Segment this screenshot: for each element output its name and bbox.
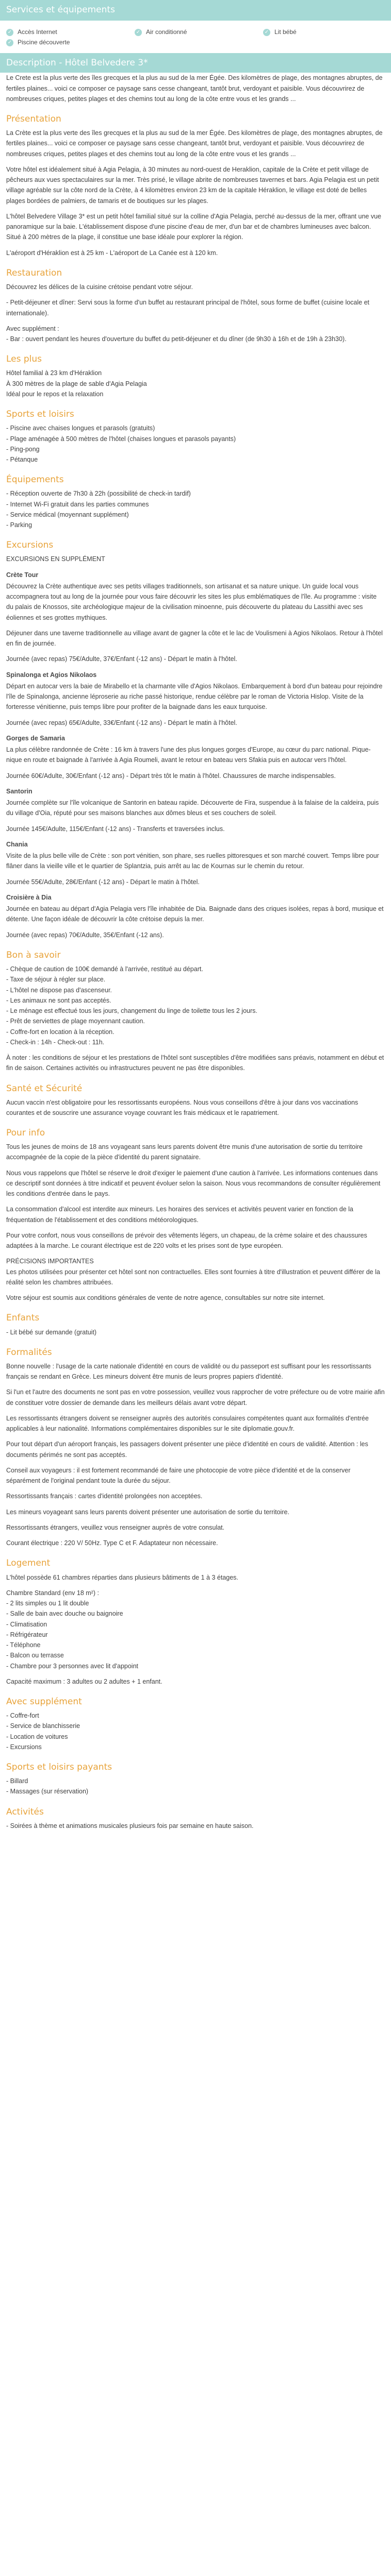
paragraph: Bonne nouvelle : l'usage de la carte nationale d'identité en cours de validité ou du passeport est suffisant pour les ressortissants français se rendant en Grèce. Les mineurs doivent être munis de leurs propres papiers d'identité. — [6, 1362, 371, 1381]
paragraph: Journée 145€/Adulte, 115€/Enfant (-12 ans) - Transferts et traversées inclus. — [6, 825, 225, 833]
services-banner: Services et équipements — [0, 0, 391, 21]
paragraph: Votre séjour est soumis aux conditions générales de vente de notre agence, consultables sur notre site internet. — [6, 1294, 325, 1302]
service-label: Accès Internet — [18, 28, 57, 36]
paragraph: Les mineurs voyageant sans leurs parents doivent présenter une autorisation de sortie du territoire. — [6, 1508, 289, 1516]
sub-title: Crète Tour — [6, 571, 39, 579]
paragraph: Avec supplément : - Bar : ouvert pendant les heures d'ouverture du buffet du petit-déjeuner et du dîner (de 9h30 à 16h et de 19h à 23h30). — [6, 325, 347, 343]
section-title: Avec supplément — [6, 1697, 82, 1707]
paragraph: Journée en bateau au départ d'Agia Pelagia vers l'île inhabitée de Dia. Baignade dans des criques isolées, repas à bord, musique et détente. Une façon idéale de découvrir la côte crétoise depuis la mer. — [6, 905, 384, 923]
service-label: Lit bébé — [274, 28, 297, 36]
paragraph: Chambre Standard (env 18 m²) : - 2 lits simples ou 1 lit double - Salle de bain avec douche ou baignoire - Climatisation - Réfrigérateur - Téléphone - Balcon ou terrasse - Chambre pour 3 personnes avec lit d'appoint — [6, 1589, 139, 1670]
check-icon: ✓ — [6, 29, 13, 36]
paragraph: Découvrez les délices de la cuisine crétoise pendant votre séjour. — [6, 283, 193, 291]
service-item — [6, 38, 127, 48]
section-title: Restauration — [6, 267, 62, 278]
paragraph: Ressortissants étrangers, veuillez vous renseigner auprès de votre consulat. — [6, 1523, 225, 1531]
paragraph: La consommation d'alcool est interdite aux mineurs. Les horaires des services et activités peuvent varier en fonction de la fréquentation de l'établissement et des conditions météorologiques. — [6, 1206, 353, 1224]
description-banner: Description - Hôtel Belvedere 3* — [0, 53, 391, 73]
paragraph: Si l'un et l'autre des documents ne sont pas en votre possession, veuillez vous rapprocher de votre préfecture ou de votre mairie afin de constituer votre dossier de demande dans les meilleurs délais avant votre départ. — [6, 1388, 385, 1406]
paragraph: - Soirées à thème et animations musicales plusieurs fois par semaine en haute saison. — [6, 1822, 254, 1829]
paragraph: La Crète est la plus verte des îles grecques et la plus au sud de la mer Égée. Des kilomètres de plage, des montagnes abruptes, de fertiles plaines... voici ce composer ce paysage sans cesse changeant, tantôt brut, verdoyant et paisible. Vous découvrirez de nombreuses criques, petites plages et des chemins tout au long de la côte entre vous et les grands ... — [6, 129, 383, 158]
paragraph: À noter : les conditions de séjour et les prestations de l'hôtel sont susceptibles d'être modifiées sans préavis, notamment en début et fin de saison. Certaines activités ou infrastructures peuvent ne pas être disponibles. — [6, 1054, 384, 1072]
paragraph: L'aéroport d'Héraklion est à 25 km - L'aéroport de La Canée est à 120 km. — [6, 249, 218, 257]
section-title: Sports et loisirs payants — [6, 1762, 112, 1773]
paragraph: - Petit-déjeuner et dîner: Servi sous la forme d'un buffet au restaurant principal de l'hôtel, sous forme de buffet (cuisine locale et internationale). — [6, 299, 370, 317]
paragraph: Pour votre confort, nous vous conseillons de prévoir des vêtements légers, un chapeau, de la crème solaire et des chaussures adaptées à la marche. Le courant électrique est de 220 volts et les prises sont de type européen. — [6, 1231, 367, 1250]
service-label: Piscine découverte — [18, 39, 70, 46]
sub-title: Croisière à Dia — [6, 893, 52, 901]
section-title: Sports et loisirs — [6, 409, 74, 420]
paragraph: Journée (avec repas) 70€/Adulte, 35€/Enfant (-12 ans). — [6, 931, 164, 939]
service-item — [263, 27, 384, 38]
paragraph: Journée (avec repas) 65€/Adulte, 33€/Enfant (-12 ans) - Départ le matin à l'hôtel. — [6, 719, 237, 726]
section-title: Enfants — [6, 1313, 40, 1324]
section-title: Formalités — [6, 1347, 52, 1358]
paragraph: Courant électrique : 220 V/ 50Hz. Type C et F. Adaptateur non nécessaire. — [6, 1539, 218, 1547]
section-title: Les plus — [6, 354, 42, 365]
paragraph: L'hôtel possède 61 chambres réparties dans plusieurs bâtiments de 1 à 3 étages. — [6, 1573, 238, 1581]
paragraph: Nous vous rappelons que l'hôtel se réserve le droit d'exiger le paiement d'une caution à l'arrivée. Les informations contenues dans ce descriptif sont données à titre indicatif et peuvent évoluer selon la saison. Nous vous recommandons de consulter régulièrement les conditions d'entrée dans le pays. — [6, 1169, 381, 1198]
paragraph: Journée complète sur l'île volcanique de Santorin en bateau rapide. Découverte de Fira, suspendue à la falaise de la caldeira, puis du village d'Oia, réputé pour ses maisons blanches aux dômes bleus et ses couchers de soleil. — [6, 799, 379, 817]
paragraph: Les ressortissants étrangers doivent se renseigner auprès des autorités consulaires compétentes quant aux formalités d'entrée applicables à leur nationalité. Informations complémentaires disponibles sur le site diplomatie.gouv.fr. — [6, 1414, 369, 1433]
service-item — [135, 27, 256, 38]
paragraph: Le Crete est la plus verte des îles grecques et la plus au sud de la mer Égée. Des kilomètres de plage, des montagnes abruptes, de fertiles plaines... voici ce composer ce paysage sans cesse changeant, tantôt brut, verdoyant et paisible. Vous découvrirez de nombreuses criques, petites plages et des chemins tout au long de la côte entre vous et les grands ... — [6, 74, 383, 103]
paragraph: Ressortissants français : cartes d'identité prolongées non acceptées. — [6, 1493, 203, 1500]
paragraph: Tous les jeunes de moins de 18 ans voyageant sans leurs parents doivent être munis d'une autorisation de sortie du territoire accompagnée de la copie de la pièce d'identité du parent signataire. — [6, 1143, 363, 1161]
services-grid — [0, 21, 391, 53]
check-icon: ✓ — [6, 39, 13, 46]
section-title: Excursions — [6, 540, 54, 551]
paragraph: Hôtel familial à 23 km d'Héraklion À 300 mètres de la plage de sable d'Agia Pelagia Idéal pour le repos et la relaxation — [6, 369, 147, 398]
paragraph: Votre hôtel est idéalement situé à Agia Pelagia, à 30 minutes au nord-ouest de Heraklion, capitale de la Crète et petit village de pêcheurs aux vues spectaculaires sur la mer. Très prisé, le village abrite de nombreuses tavernes et bars. Agia Pelagia est un petit village agréable sur la côte nord de la Crète, à 4 kilomètres environ 23 km de la capitale Héraklion, le village est doté de belles plages bordées de palmiers, de tamaris et de boutiques sur les plages. — [6, 165, 379, 205]
paragraph: Découvrez la Crète authentique avec ses petits villages traditionnels, son artisanat et sa nature unique. Un guide local vous accompagnera tout au long de la journée pour vous faire découvrir les sites les plus emblématiques de l'île. Au programme : visite du palais de Knossos, site archéologique majeur de la civilisation minoenne, puis découverte du plateau du Lassithi avec ses éoliennes et ses grottes mythiques. — [6, 582, 377, 621]
paragraph: La plus célèbre randonnée de Crète : 16 km à travers l'une des plus longues gorges d'Europe, au cœur du parc national. Pique-nique en route et baignade à l'arrivée à Agia Roumeli, avant le retour en bateau vers Sfakia puis en autocar vers l'hôtel. — [6, 746, 371, 764]
section-title: Équipements — [6, 474, 64, 485]
section-title: Santé et Sécurité — [6, 1083, 83, 1094]
paragraph: Journée (avec repas) 75€/Adulte, 37€/Enfant (-12 ans) - Départ le matin à l'hôtel. — [6, 655, 237, 663]
paragraph: L'hôtel Belvedere Village 3* est un petit hôtel familial situé sur la colline d'Agia Pelagia, perché au-dessus de la mer, offrant une vue panoramique sur la baie. L'établissement dispose d'une piscine d'eau de mer, d'un bar et de chambres lumineuses avec balcon. Situé à 200 mètres de la plage, il constitue une base idéale pour explorer la région. — [6, 212, 381, 241]
paragraph: Déjeuner dans une taverne traditionnelle au village avant de gagner la côte et le lac de Voulismeni à Agios Nikolaos. Retour à l'hôtel en fin de journée. — [6, 629, 383, 648]
paragraph: EXCURSIONS EN SUPPLÉMENT — [6, 555, 105, 563]
section-title: Bon à savoir — [6, 950, 61, 960]
paragraph: Capacité maximum : 3 adultes ou 2 adultes + 1 enfant. — [6, 1677, 162, 1685]
paragraph: - Billard - Massages (sur réservation) — [6, 1777, 89, 1795]
service-label: Air conditionné — [146, 28, 187, 36]
section-title: Logement — [6, 1558, 51, 1569]
sub-title: Gorges de Samaria — [6, 734, 65, 742]
paragraph: Visite de la plus belle ville de Crète : son port vénitien, son phare, ses ruelles pittoresques et son marché couvert. Temps libre pour flâner dans la vieille ville et le quartier de Splantzia, puis arrêt au lac de Kournas sur le chemin du retour. — [6, 852, 379, 870]
section-title: Activités — [6, 1806, 44, 1817]
sub-title: Santorin — [6, 787, 32, 795]
description-content — [0, 73, 391, 1831]
section-title: Présentation — [6, 114, 61, 125]
sub-title: Spinalonga et Agios Nikolaos — [6, 671, 97, 679]
paragraph: - Lit bébé sur demande (gratuit) — [6, 1328, 97, 1336]
paragraph: PRÉCISIONS IMPORTANTES Les photos utilisées pour présenter cet hôtel sont non contractuelles. Elles sont fournies à titre d'illustration et peuvent différer de la réalité selon les chambres attribuées. — [6, 1258, 380, 1286]
paragraph: Journée 55€/Adulte, 28€/Enfant (-12 ans) - Départ le matin à l'hôtel. — [6, 878, 200, 886]
check-icon: ✓ — [135, 29, 142, 36]
paragraph: Journée 60€/Adulte, 30€/Enfant (-12 ans) - Départ très tôt le matin à l'hôtel. Chaussures de marche indispensables. — [6, 772, 336, 779]
service-item — [6, 27, 127, 38]
sub-title: Chania — [6, 840, 28, 848]
paragraph: - Coffre-fort - Service de blanchisserie - Location de voitures - Excursions — [6, 1712, 80, 1751]
paragraph: Aucun vaccin n'est obligatoire pour les ressortissants européens. Nous vous conseillons d'être à jour dans vos vaccinations courantes et de souscrire une assurance voyage couvrant les frais médicaux et le rapatriement. — [6, 1098, 359, 1116]
paragraph: - Chèque de caution de 100€ demandé à l'arrivée, restitué au départ. - Taxe de séjour à régler sur place. - L'hôtel ne dispose pas d'ascenseur. - Les animaux ne sont pas acceptés. - Le ménage est effectué tous les jours, changement du linge de toilette tous les 2 jours. - Prêt de serviettes de plage moyennant caution. - Coffre-fort en location à la réception. - Check-in : 14h - Check-out : 11h. — [6, 965, 257, 1046]
section-title: Pour info — [6, 1128, 45, 1139]
paragraph: Départ en autocar vers la baie de Mirabello et la charmante ville d'Agios Nikolaos. Embarquement à bord d'un bateau pour rejoindre l'île de Spinalonga, ancienne léproserie au riche passé historique, rendue célèbre par le roman de Victoria Hislop. Visite de la forteresse vénitienne, puis temps libre pour profiter de la baignade dans les eaux turquoise. — [6, 682, 383, 711]
paragraph: - Piscine avec chaises longues et parasols (gratuits) - Plage aménagée à 500 mètres de l'hôtel (chaises longues et parasols payants) - Ping-pong - Pétanque — [6, 425, 236, 464]
paragraph: Conseil aux voyageurs : il est fortement recommandé de faire une photocopie de votre pièce d'identité et de la conserver séparément de l'original pendant toute la durée du séjour. — [6, 1466, 351, 1485]
check-icon: ✓ — [263, 29, 270, 36]
paragraph: - Réception ouverte de 7h30 à 22h (possibilité de check-in tardif) - Internet Wi-Fi gratuit dans les parties communes - Service médical (moyennant supplément) - Parking — [6, 490, 191, 529]
paragraph: Pour tout départ d'un aéroport français, les passagers doivent présenter une pièce d'identité en cours de validité. Attention : les documents périmés ne sont pas acceptés. — [6, 1440, 368, 1459]
